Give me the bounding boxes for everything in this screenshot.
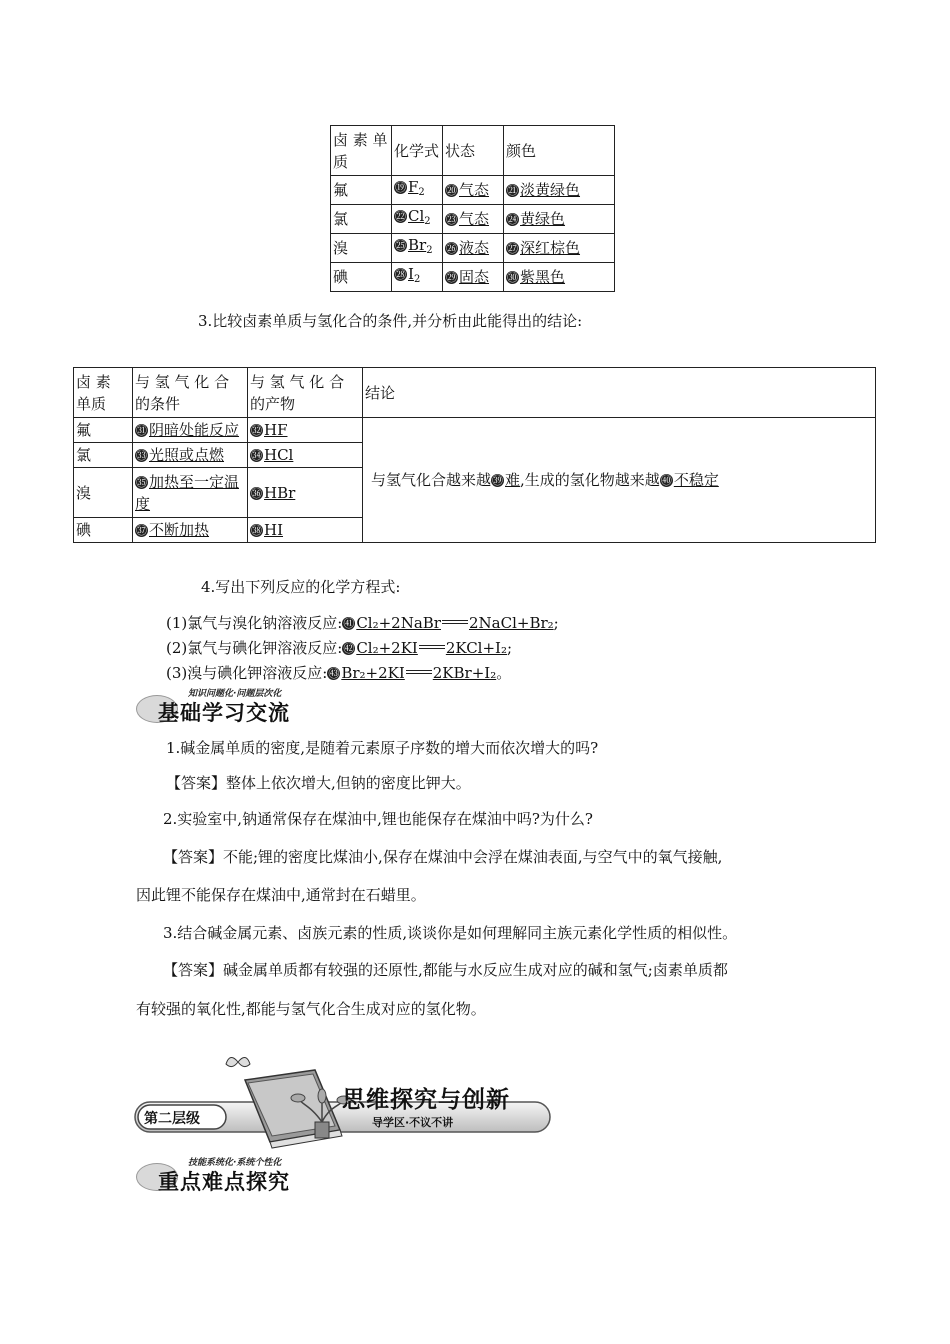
- level-title: 思维探究与创新: [342, 1087, 510, 1113]
- header-condition: 与 氢 气 化 合 的条件: [133, 368, 248, 418]
- table-row: 氟 ⑲ $F_2$ ⑳ 气态 ㉑ 淡黄绿色: [331, 176, 615, 205]
- reaction-2: (2)氯气与碘化钾溶液反应:㊷ Cl₂+2KI 2KCl+I₂;: [166, 639, 513, 657]
- table-row: 碘 ㉘ $I_2$ ㉙ 固态 ㉚ 紫黑色: [331, 263, 615, 292]
- header-conclusion: 结论: [363, 368, 876, 418]
- header-state: 状态: [443, 126, 504, 176]
- table-row: 碘 ㊲ 不断加热 ㊳ HI: [74, 518, 876, 543]
- qa-2-answer-cont: 因此锂不能保存在煤油中,通常封在石蜡里。: [136, 886, 426, 904]
- header-color: 颜色: [504, 126, 615, 176]
- header-formula: 化学式: [392, 126, 443, 176]
- table-row: 氯 ㉒ $Cl_2$ ㉓ 气态 ㉔ 黄绿色: [331, 205, 615, 234]
- header-product: 与 氢 气 化 合 的产物: [248, 368, 363, 418]
- qa-1-question: 1.碱金属单质的密度,是随着元素原子序数的增大而依次增大的吗?: [166, 739, 599, 757]
- level-label: 第二层级: [144, 1111, 200, 1127]
- qa-3-answer: 【答案】碱金属单质都有较强的还原性,都能与水反应生成对应的碱和氢气;卤素单质都: [163, 961, 728, 979]
- qa-3-question: 3.结合碱金属元素、卤族元素的性质,谈谈你是如何理解同主族元素化学性质的相似性。: [163, 924, 738, 942]
- qa-3-answer-cont: 有较强的氧化性,都能与氢气化合生成对应的氢化物。: [136, 1000, 486, 1018]
- table-row: 氟 ㉛ 阴暗处能反应 ㉜ HF 与氢气化合越来越㊴ 难,生成的氢化物越来越㊵ 不稳定: [74, 418, 876, 443]
- qa-1-answer: 【答案】整体上依次增大,但钠的密度比钾大。: [166, 774, 471, 792]
- header-element: 卤 素 单质: [74, 368, 133, 418]
- qa-2-question: 2.实验室中,钠通常保存在煤油中,锂也能保存在煤油中吗?为什么?: [163, 810, 593, 828]
- halogen-properties-table: [330, 125, 615, 292]
- header-element: 卤 素 单质: [331, 126, 392, 176]
- reaction-3: (3)溴与碘化钾溶液反应:㊸ Br₂+2KI 2KBr+I₂。: [166, 664, 512, 682]
- table-row: 溴 ㉕ $Br_2$ ㉖ 液态 ㉗ 深红棕色: [331, 234, 615, 263]
- qa-2-answer: 【答案】不能;锂的密度比煤油小,保存在煤油中会浮在煤油表面,与空气中的氧气接触,: [163, 848, 723, 866]
- halogen-hydrogen-table: [73, 367, 876, 543]
- question-3-title: 3.比较卤素单质与氢化合的条件,并分析由此能得出的结论:: [198, 312, 583, 330]
- question-4-title: 4.写出下列反应的化学方程式:: [201, 578, 401, 596]
- table-row: 溴 ㉟ 加热至一定温度 ㊱ HBr: [74, 468, 876, 518]
- reaction-1: (1)氯气与溴化钠溶液反应:㊶ Cl₂+2NaBr 2NaCl+Br₂;: [166, 614, 559, 632]
- level-subtitle: 导学区·不议不讲: [372, 1116, 454, 1129]
- table-row: 氯 ㉝ 光照或点燃 ㉞ HCl: [74, 443, 876, 468]
- circle-number: ⑲: [395, 181, 406, 194]
- conclusion-cell: 与氢气化合越来越㊴ 难,生成的氢化物越来越㊵ 不稳定: [363, 418, 876, 543]
